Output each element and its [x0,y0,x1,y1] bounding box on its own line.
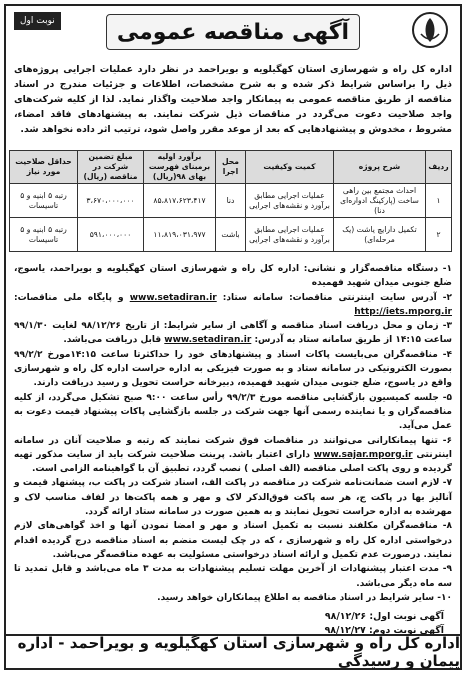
condition-item-1: ۱- دستگاه مناقصه‌گزار و نشانی: اداره کل راه و شهرسازی استان کهگیلویه و بویراحمد، یاسوج، ضلع جنوبی میدان شهید فهمیده [14,264,452,289]
footer-organization: اداره کل راه و شهرسازی استان کهگیلویه و بویراحمد - اداره پیمان و رسیدگی [6,634,460,668]
header-estimate: برآورد اولیه برمبنای فهرست بهای ۹۸(ریال) [144,151,216,184]
header-quality: کمیت وکیفیت [246,151,334,184]
cell-guarantee: ۵۹۱،۰۰۰،۰۰۰ [78,218,144,252]
cell-estimate: ۸۵،۸۱۷،۶۲۳،۴۱۷ [144,184,216,218]
condition-item-3-tail: قابل دریافت می‌باشد. [63,335,162,346]
cell-location: دنا [216,184,246,218]
intro-paragraph: اداره کل راه و شهرسازی استان کهگیلویه و بویراحمد در نظر دارد عملیات اجرایی پروژه‌های ذیل را براساس شرایط ذکر شده و به شرح مشخصات، اطلاعات و جزئیات مندرج در اسناد مناقصه از طریق مناقصه عمومی به پیمانکار واجد صلاحیت واگذار نماید. لذا از کلیه شرکت‌های واجد صلاحیت دعوت می‌گردد در مناقصات ذیل شرکت نمایند. به پیشنهادهای فاقد امضاء، مشروط ، مخدوش و پیشنهادهایی که بعد از موعد مقرر واصل شود، ترتیب اثر داده نخواهد شد. [14,64,452,135]
cell-quality: عملیات اجرایی مطابق برآورد و نقشه‌های اجرایی [246,218,334,252]
cell-grade: رتبه ۵ ابنیه و ۵ تاسیسات [10,218,78,252]
condition-item-3-text: ۳- زمان و محل دریافت اسناد مناقصه و آگاهی از سایر شرایط: از تاریخ ۹۸/۱۲/۲۶ لغایت ۹۹/۱/۳۰ ساعت ۱۴:۱۵ از طریق سامانه ستاد به آدرس: [14,321,452,346]
table-header-row [10,151,452,184]
condition-item-2-text: ۲- آدرس سایت اینترنتی مناقصات: سامانه ستاد: [222,292,452,303]
condition-item-9: ۹- مدت اعتبار پیشنهادات از آخرین مهلت تسلیم پیشنهادات به مدت ۳ ماه می‌باشد و قابل تمدید تا سه ماه دیگر می‌باشد. [14,564,453,589]
table-row [10,184,452,218]
condition-item-6-tail: دارای اعتبار باشد. پرینت صلاحیت شرکت باید از سایت مذکور تهیه گردیده و روی پاکت اصلی مناقصه (الف اصلی ) نصب گردد، تطبیق آن با گواهینامه الزامی است. [14,449,452,475]
header-guarantee: مبلغ تضمین شرکت در مناقصه (ریال) [78,151,144,184]
cell-quality: عملیات اجرایی مطابق برآورد و نقشه‌های اجرایی [246,184,334,218]
conditions-list [14,262,452,605]
cell-row-number: ۲ [426,218,452,252]
setadiran-link-2[interactable]: www.setadiran.ir [164,335,252,346]
setadiran-link[interactable]: www.setadiran.ir [129,292,217,303]
header-project: شرح پروژه [334,151,426,184]
tender-table [9,150,452,252]
condition-item-2-mid: و پایگاه ملی مناقصات: [14,292,124,303]
first-publication-date: آگهی نوبت اول: ۹۸/۱۲/۲۶ [324,611,444,622]
cell-location: باشت [216,218,246,252]
cell-row-number: ۱ [426,184,452,218]
condition-item-8: ۸- مناقصه‌گران مکلفند نسبت به تکمیل اسناد و مهر و امضا نمودن آنها و اخذ گواهی‌های لازم درخواستی اداره کل راه و شهرسازی ، که در چک لیست منضم به اسناد مناقصه درج گردیده اقدام نمایند. درصورت عدم تکمیل و ارائه اسناد درخواستی مسئولیت به عهده مناقصه‌گر می‌باشد. [14,521,452,560]
table-row [10,218,452,252]
condition-item-7: ۷- لازم است ضمانت‌نامه شرکت در مناقصه در پاکت الف، اسناد شرکت در پاکت ب، پیشنهاد قیمت و آنالیز بها در پاکت ج، هر سه پاکت فوق‌الذکر لاک و مهر و همه پاکت‌ها در لفاف مناسب لاک و مهرشده به اداره حراست تحویل نمایند و به همین صورت در سامانه ستاد ارائه گردد. [14,478,452,518]
header-grade: حداقل صلاحیت مورد نیاز [10,151,78,184]
title-banner [106,14,360,50]
header-location: محل اجرا [216,151,246,184]
condition-item-10: ۱۰- سایر شرایط در اسناد مناقصه به اطلاع پیمانکاران خواهد رسید. [157,592,452,603]
cell-project: احداث مجتمع بین راهی ساخت (پارکینگ ادواره‌ای دنا) [334,184,426,218]
cell-guarantee: ۳،۶۷۰،۰۰۰،۰۰۰ [78,184,144,218]
sajar-link[interactable]: www.sajar.mporg.ir [313,449,413,460]
condition-item-6 [14,434,452,477]
condition-item-6-text: ۶- تنها پیمانکارانی می‌توانند در مناقصات فوق شرکت نمایند که رتبه و صلاحیت آنان در سامانه اینترنتی [14,435,452,460]
cell-project: تکمیل دارایچ یاشت (یک مرحله‌ای) [334,218,426,252]
cell-estimate: ۱۱،۸۱۹،۰۳۱،۹۷۷ [144,218,216,252]
condition-item-2 [14,291,452,320]
emblem-icon [410,10,450,50]
cell-grade: رتبه ۵ ابنیه و ۵ تاسیسات [10,184,78,218]
second-publication-date: آگهی نوبت دوم: ۹۸/۱۲/۲۷ [324,625,444,636]
header-row-number: ردیف [426,151,452,184]
iets-link[interactable]: http://iets.mporg.ir [354,306,452,317]
condition-item-3 [14,319,452,348]
condition-item-4: ۴- مناقصه‌گران می‌بایست پاکات اسناد و پیشنهادهای خود را حداکثرتا ساعت ۱۴:۱۵مورخ ۹۹/۲/۲ بصورت الکترونیکی در سامانه ستاد و به صورت فیزیکی به اداره حراست اداره کل راه و شهرسازی واقع در یاسوج، ضلع جنوبی میدان شهید فهمیده، دبیرخانه حراست تحویل و رسید دریافت دارند. [14,349,452,389]
condition-item-5: ۵- جلسه کمیسیون بازگشایی مناقصه مورخ ۹۹/۲/۳ رأس ساعت ۹:۰۰ صبح تشکیل می‌گردد، از کلیه مناقصه‌گران و یا نماینده رسمی آنها جهت شرکت در جلسه بازگشایی پاکات پیشنهاد قیمت دعوت به عمل می‌آید. [14,392,452,432]
page-title: آگهی مناقصه عمومی [116,19,350,45]
tender-notice-page [4,4,462,670]
edition-badge: نوبت اول [14,12,61,30]
